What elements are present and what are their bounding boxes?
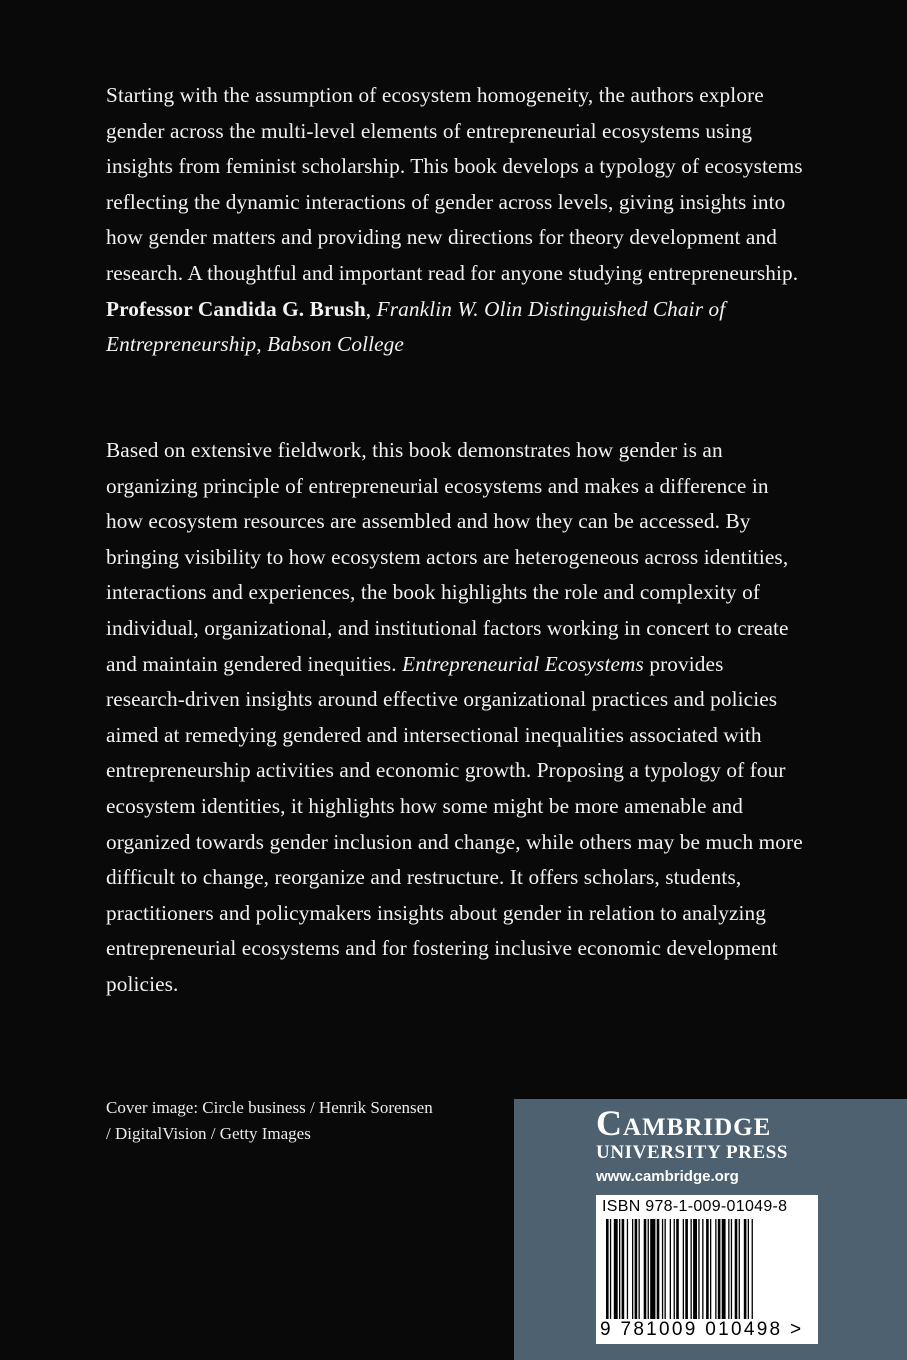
barcode-bar — [635, 1219, 638, 1319]
barcode-bar — [710, 1219, 711, 1319]
barcode-bar — [644, 1219, 647, 1319]
barcode-bar — [722, 1219, 726, 1319]
endorser-name: Professor Candida G. Brush — [106, 296, 366, 321]
barcode-bar — [744, 1219, 747, 1319]
barcode-bar — [627, 1219, 628, 1319]
barcode-bar — [748, 1219, 749, 1319]
barcode-bar — [735, 1219, 738, 1319]
barcode-bar — [648, 1219, 649, 1319]
isbn-barcode — [596, 1195, 818, 1344]
barcode-bar — [718, 1219, 721, 1319]
barcode-bar — [728, 1219, 729, 1319]
publisher-panel — [514, 1099, 907, 1360]
barcode-bar — [622, 1219, 625, 1319]
barcode-bar — [685, 1219, 688, 1319]
endorsement-text: Starting with the assumption of ecosystem homogeneity, the authors explore gender across the multi-level elements of entrepreneurial ecosystems using insights from feminist scholarship. This book develops a typology of ecosystems reflecting the dynamic interactions of gender across levels, giving insights into how gender matters and providing new directions for theory development and research. A thoughtful and important read for anyone studying entrepreneurship. — [106, 83, 803, 285]
barcode-bar — [650, 1219, 655, 1319]
barcode-bar — [752, 1219, 753, 1319]
barcode-bar — [657, 1219, 660, 1319]
barcode-bar — [683, 1219, 684, 1319]
description-part-1: Based on extensive fieldwork, this book demonstrates how gender is an organizing principle of entrepreneurial ecosystems and makes a difference in how ecosystem resources are assembled and how they can be accessed. By bringing visibility to how ecosystem actors are heterogeneous across identities, interactions and experiences, the book highlights the role and complexity of individual, organizational, and institutional factors working in concert to create and maintain gendered inequities. — [106, 438, 789, 676]
barcode-bar — [691, 1219, 692, 1319]
barcode-bar — [715, 1219, 716, 1319]
book-title: Entrepreneurial Ecosystems — [402, 651, 644, 676]
endorser-title: Franklin W. Olin Distinguished Chair of Entrepreneurship, Babson College — [106, 296, 726, 357]
endorsement-block — [106, 78, 806, 363]
isbn-label: ISBN 978-1-009-01049-8 — [602, 1198, 788, 1215]
barcode-bar — [706, 1219, 709, 1319]
barcode-bar — [676, 1219, 679, 1319]
barcode-bar — [639, 1219, 640, 1319]
barcode-bar — [619, 1219, 620, 1319]
barcode-bar — [702, 1219, 703, 1319]
barcode-bars — [602, 1219, 812, 1319]
publisher-url: www.cambridge.org — [596, 1168, 739, 1185]
publisher-logo-name: Cambridge — [596, 1103, 772, 1143]
publisher-logo-subtitle: UNIVERSITY PRESS — [596, 1142, 789, 1163]
barcode-bar — [606, 1219, 609, 1319]
barcode-digits: 9 781009 010498 > — [600, 1319, 804, 1340]
endorser-separator: , — [365, 296, 377, 321]
barcode-bar — [698, 1219, 699, 1319]
barcode-bar — [693, 1219, 697, 1319]
barcode-bar — [662, 1219, 663, 1319]
barcode-bar — [632, 1219, 633, 1319]
barcode-bar — [665, 1219, 666, 1319]
barcode-bar — [610, 1219, 611, 1319]
barcode-bar — [731, 1219, 732, 1319]
barcode-bar — [614, 1219, 618, 1319]
description-part-2: provides research-driven insights around effective organizational practices and policies aimed at remedying gendered and intersectional inequalities associated with entrepreneurship activities and economic growth. Proposing a typology of four ecosystem identities, it highlights how some might be more amenable and organized towards gender inclusion and change, while others may be much more difficult to change, reorganize and restructure. It offers scholars, students, practitioners and policymakers insights about gender in relation to analyzing entrepreneurial ecosystems and for fostering inclusive economic development policies. — [106, 651, 803, 996]
barcode-bar — [739, 1219, 740, 1319]
cover-image-credit: Cover image: Circle business / Henrik Sorensen / DigitalVision / Getty Images — [106, 1098, 433, 1143]
barcode-bar — [670, 1219, 671, 1319]
book-description — [106, 433, 806, 1003]
barcode-bar — [674, 1219, 675, 1319]
